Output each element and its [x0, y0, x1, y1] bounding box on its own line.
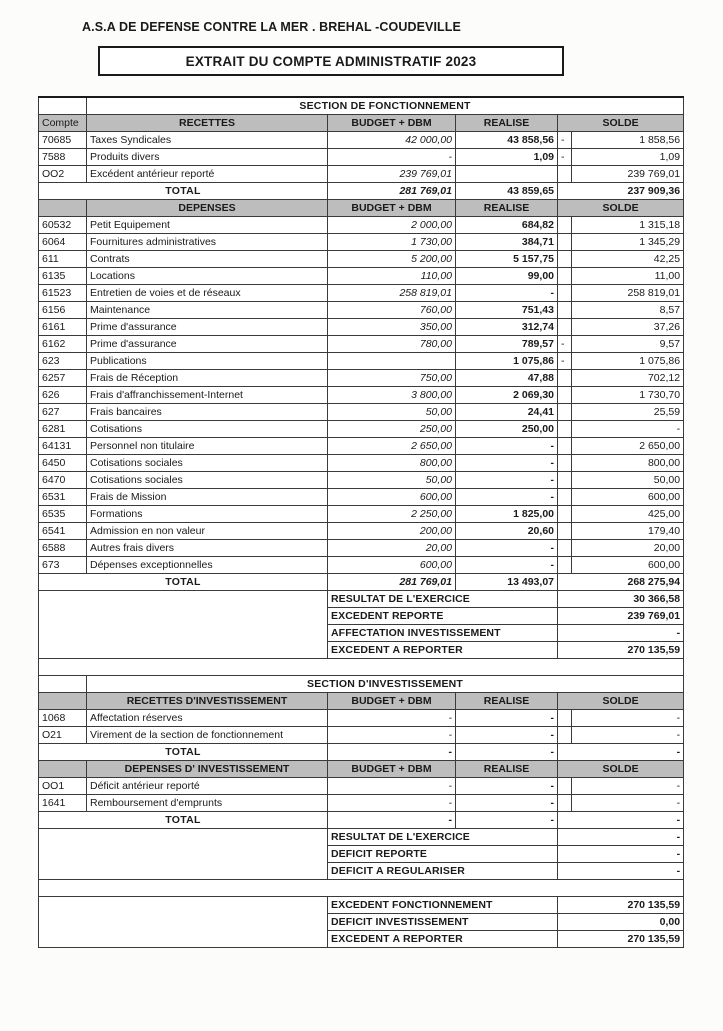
row-label: Taxes Syndicales — [87, 132, 328, 149]
row-realise: 20,60 — [456, 523, 558, 540]
row-solde: 1,09 — [572, 149, 684, 166]
column-header-realise: REALISE — [456, 115, 558, 132]
final-carry-value: 270 135,59 — [558, 931, 684, 948]
row-realise: - — [456, 540, 558, 557]
row-realise: 2 069,30 — [456, 387, 558, 404]
row-label: Déficit antérieur reporté — [87, 778, 328, 795]
row-solde: 239 769,01 — [572, 166, 684, 183]
row-solde: 1 730,70 — [572, 387, 684, 404]
column-header-compte — [39, 200, 87, 217]
table-row — [39, 506, 684, 523]
row-solde: 2 650,00 — [572, 438, 684, 455]
row-label: Publications — [87, 353, 328, 370]
row-realise: - — [456, 710, 558, 727]
row-solde-sign — [558, 302, 572, 319]
result-row — [39, 829, 684, 846]
total-solde: 268 275,94 — [558, 574, 684, 591]
table-row — [39, 523, 684, 540]
result-row-spacer — [39, 829, 328, 880]
row-budget — [328, 353, 456, 370]
row-solde-sign — [558, 472, 572, 489]
row-label: Formations — [87, 506, 328, 523]
total-budget: - — [328, 812, 456, 829]
row-account-code: 70685 — [39, 132, 87, 149]
total-label: TOTAL — [39, 812, 328, 829]
row-realise: 384,71 — [456, 234, 558, 251]
row-realise: 1 075,86 — [456, 353, 558, 370]
table-row — [39, 319, 684, 336]
row-label: Contrats — [87, 251, 328, 268]
carry-forward-value: 270 135,59 — [558, 642, 684, 659]
column-header-label: DEPENSES — [87, 200, 328, 217]
column-header-budget: BUDGET + DBM — [328, 115, 456, 132]
row-account-code: 6450 — [39, 455, 87, 472]
column-header-row — [39, 761, 684, 778]
result-row — [39, 591, 684, 608]
section-title: SECTION D'INVESTISSEMENT — [87, 676, 684, 693]
table-row — [39, 404, 684, 421]
row-budget: 760,00 — [328, 302, 456, 319]
row-budget: 1 730,00 — [328, 234, 456, 251]
result-label: RESULTAT DE L'EXERCICE — [328, 829, 558, 846]
row-account-code: 6135 — [39, 268, 87, 285]
row-realise: - — [456, 285, 558, 302]
row-solde-sign — [558, 489, 572, 506]
table-row — [39, 795, 684, 812]
row-solde: 42,25 — [572, 251, 684, 268]
row-realise: 24,41 — [456, 404, 558, 421]
result-label: EXCEDENT REPORTE — [328, 608, 558, 625]
carry-forward-value: - — [558, 863, 684, 880]
row-solde: 37,26 — [572, 319, 684, 336]
summary-value: 270 135,59 — [558, 897, 684, 914]
row-budget: 50,00 — [328, 404, 456, 421]
row-solde-sign — [558, 710, 572, 727]
row-realise: - — [456, 557, 558, 574]
row-realise: 684,82 — [456, 217, 558, 234]
result-value: 30 366,58 — [558, 591, 684, 608]
total-realise: 13 493,07 — [456, 574, 558, 591]
column-header-row — [39, 200, 684, 217]
row-label: Dépenses exceptionnelles — [87, 557, 328, 574]
result-label: DEFICIT REPORTE — [328, 846, 558, 863]
document-title: EXTRAIT DU COMPTE ADMINISTRATIF 2023 — [185, 53, 477, 69]
column-header-budget: BUDGET + DBM — [328, 761, 456, 778]
row-solde-sign: - — [558, 336, 572, 353]
carry-forward-label: EXCEDENT A REPORTER — [328, 642, 558, 659]
table-row — [39, 540, 684, 557]
summary-label: EXCEDENT FONCTIONNEMENT — [328, 897, 558, 914]
total-solde: - — [558, 812, 684, 829]
column-header-solde: SOLDE — [558, 200, 684, 217]
table-row — [39, 727, 684, 744]
table-row — [39, 387, 684, 404]
total-row — [39, 812, 684, 829]
row-budget: 258 819,01 — [328, 285, 456, 302]
row-account-code: 6541 — [39, 523, 87, 540]
column-header-label: DEPENSES D' INVESTISSEMENT — [87, 761, 328, 778]
row-solde-sign — [558, 251, 572, 268]
row-solde-sign: - — [558, 149, 572, 166]
row-solde: - — [572, 421, 684, 438]
row-realise: 751,43 — [456, 302, 558, 319]
row-account-code: 626 — [39, 387, 87, 404]
column-header-realise: REALISE — [456, 761, 558, 778]
row-account-code: OO2 — [39, 166, 87, 183]
result-value: - — [558, 846, 684, 863]
row-label: Fournitures administratives — [87, 234, 328, 251]
row-account-code: 7588 — [39, 149, 87, 166]
summary-value: 0,00 — [558, 914, 684, 931]
row-budget: 2 000,00 — [328, 217, 456, 234]
row-budget: 600,00 — [328, 489, 456, 506]
row-account-code: 623 — [39, 353, 87, 370]
total-label: TOTAL — [39, 183, 328, 200]
row-label: Remboursement d'emprunts — [87, 795, 328, 812]
row-solde: - — [572, 710, 684, 727]
row-realise: 789,57 — [456, 336, 558, 353]
row-solde: 8,57 — [572, 302, 684, 319]
table-row — [39, 302, 684, 319]
total-budget: 281 769,01 — [328, 574, 456, 591]
row-solde: - — [572, 727, 684, 744]
table-row — [39, 489, 684, 506]
row-solde: 50,00 — [572, 472, 684, 489]
row-budget: 42 000,00 — [328, 132, 456, 149]
row-budget: - — [328, 727, 456, 744]
row-solde: 258 819,01 — [572, 285, 684, 302]
result-value: 239 769,01 — [558, 608, 684, 625]
row-realise: - — [456, 438, 558, 455]
row-realise: - — [456, 489, 558, 506]
row-solde: 20,00 — [572, 540, 684, 557]
table-row — [39, 557, 684, 574]
gap-cell — [39, 659, 684, 676]
row-budget: - — [328, 795, 456, 812]
result-label: AFFECTATION INVESTISSEMENT — [328, 625, 558, 642]
row-solde: 600,00 — [572, 489, 684, 506]
total-solde: - — [558, 744, 684, 761]
row-label: Frais de Réception — [87, 370, 328, 387]
row-solde-sign — [558, 217, 572, 234]
table-row — [39, 353, 684, 370]
row-solde-sign — [558, 285, 572, 302]
organization-title: A.S.A DE DEFENSE CONTRE LA MER . BREHAL -COUDEVILLE — [82, 20, 461, 34]
financial-table-body — [39, 97, 684, 948]
table-row — [39, 149, 684, 166]
row-account-code: 64131 — [39, 438, 87, 455]
row-realise: 1 825,00 — [456, 506, 558, 523]
row-solde-sign — [558, 319, 572, 336]
row-budget: 750,00 — [328, 370, 456, 387]
row-realise: 5 157,75 — [456, 251, 558, 268]
total-realise: - — [456, 812, 558, 829]
row-solde-sign — [558, 166, 572, 183]
row-account-code: 6281 — [39, 421, 87, 438]
section-band-row — [39, 676, 684, 693]
row-label: Petit Equipement — [87, 217, 328, 234]
row-solde-sign — [558, 234, 572, 251]
table-row — [39, 251, 684, 268]
row-label: Prime d'assurance — [87, 336, 328, 353]
table-row — [39, 336, 684, 353]
row-account-code: 6156 — [39, 302, 87, 319]
section-band-spacer — [39, 97, 87, 115]
section-gap — [39, 880, 684, 897]
row-realise: - — [456, 727, 558, 744]
row-budget: 3 800,00 — [328, 387, 456, 404]
column-header-compte — [39, 761, 87, 778]
row-solde: 1 345,29 — [572, 234, 684, 251]
table-row — [39, 710, 684, 727]
row-budget: 200,00 — [328, 523, 456, 540]
column-header-solde: SOLDE — [558, 115, 684, 132]
row-budget: 110,00 — [328, 268, 456, 285]
column-header-label: RECETTES D'INVESTISSEMENT — [87, 693, 328, 710]
row-account-code: 6162 — [39, 336, 87, 353]
row-account-code: 611 — [39, 251, 87, 268]
row-label: Excédent antérieur reporté — [87, 166, 328, 183]
table-row — [39, 132, 684, 149]
row-label: Cotisations — [87, 421, 328, 438]
column-header-row — [39, 693, 684, 710]
row-solde-sign — [558, 387, 572, 404]
row-account-code: 1641 — [39, 795, 87, 812]
column-header-realise: REALISE — [456, 693, 558, 710]
total-label: TOTAL — [39, 744, 328, 761]
row-budget: 239 769,01 — [328, 166, 456, 183]
row-budget: 780,00 — [328, 336, 456, 353]
total-label: TOTAL — [39, 574, 328, 591]
row-account-code: 1068 — [39, 710, 87, 727]
table-row — [39, 455, 684, 472]
result-value: - — [558, 829, 684, 846]
row-label: Personnel non titulaire — [87, 438, 328, 455]
row-label: Produits divers — [87, 149, 328, 166]
row-solde: 800,00 — [572, 455, 684, 472]
row-solde: - — [572, 778, 684, 795]
row-budget: 2 650,00 — [328, 438, 456, 455]
row-solde: 179,40 — [572, 523, 684, 540]
total-budget: 281 769,01 — [328, 183, 456, 200]
total-row — [39, 574, 684, 591]
table-row — [39, 421, 684, 438]
row-solde-sign — [558, 795, 572, 812]
row-realise — [456, 166, 558, 183]
column-header-compte: Compte — [39, 115, 87, 132]
column-header-solde: SOLDE — [558, 693, 684, 710]
final-carry-label: EXCEDENT A REPORTER — [328, 931, 558, 948]
row-realise: 43 858,56 — [456, 132, 558, 149]
row-realise: - — [456, 472, 558, 489]
row-solde: 25,59 — [572, 404, 684, 421]
row-account-code: 6161 — [39, 319, 87, 336]
table-row — [39, 472, 684, 489]
row-solde: 9,57 — [572, 336, 684, 353]
row-label: Prime d'assurance — [87, 319, 328, 336]
row-realise: - — [456, 778, 558, 795]
result-row-spacer — [39, 591, 328, 659]
row-solde-sign — [558, 455, 572, 472]
row-solde-sign: - — [558, 132, 572, 149]
total-realise: 43 859,65 — [456, 183, 558, 200]
row-budget: 800,00 — [328, 455, 456, 472]
row-realise: 312,74 — [456, 319, 558, 336]
row-realise: 1,09 — [456, 149, 558, 166]
row-solde: 1 075,86 — [572, 353, 684, 370]
column-header-budget: BUDGET + DBM — [328, 200, 456, 217]
row-account-code: 6064 — [39, 234, 87, 251]
row-budget: 20,00 — [328, 540, 456, 557]
row-label: Entretien de voies et de réseaux — [87, 285, 328, 302]
row-budget: - — [328, 710, 456, 727]
row-solde-sign — [558, 778, 572, 795]
row-budget: 250,00 — [328, 421, 456, 438]
row-label: Frais d'affranchissement-Internet — [87, 387, 328, 404]
row-solde-sign — [558, 540, 572, 557]
row-solde-sign — [558, 421, 572, 438]
result-value: - — [558, 625, 684, 642]
row-budget: 50,00 — [328, 472, 456, 489]
row-budget: 2 250,00 — [328, 506, 456, 523]
row-realise: 250,00 — [456, 421, 558, 438]
row-account-code: 6535 — [39, 506, 87, 523]
section-band-row — [39, 97, 684, 115]
summary-label: DEFICIT INVESTISSEMENT — [328, 914, 558, 931]
column-header-budget: BUDGET + DBM — [328, 693, 456, 710]
table-row — [39, 778, 684, 795]
total-row — [39, 744, 684, 761]
carry-forward-label: DEFICIT A REGULARISER — [328, 863, 558, 880]
row-label: Frais bancaires — [87, 404, 328, 421]
account-sheet — [38, 96, 683, 948]
row-account-code: 627 — [39, 404, 87, 421]
row-realise: 47,88 — [456, 370, 558, 387]
column-header-label: RECETTES — [87, 115, 328, 132]
row-label: Locations — [87, 268, 328, 285]
total-realise: - — [456, 744, 558, 761]
section-gap — [39, 659, 684, 676]
column-header-compte — [39, 693, 87, 710]
table-row — [39, 370, 684, 387]
table-row — [39, 234, 684, 251]
row-account-code: 673 — [39, 557, 87, 574]
row-account-code: 6588 — [39, 540, 87, 557]
table-row — [39, 217, 684, 234]
row-label: Autres frais divers — [87, 540, 328, 557]
row-realise: - — [456, 795, 558, 812]
row-budget: - — [328, 149, 456, 166]
row-solde: 425,00 — [572, 506, 684, 523]
total-row — [39, 183, 684, 200]
row-solde-sign — [558, 404, 572, 421]
total-budget: - — [328, 744, 456, 761]
row-label: Cotisations sociales — [87, 455, 328, 472]
row-budget: 5 200,00 — [328, 251, 456, 268]
row-solde: 600,00 — [572, 557, 684, 574]
row-label: Maintenance — [87, 302, 328, 319]
total-solde: 237 909,36 — [558, 183, 684, 200]
row-account-code: 6257 — [39, 370, 87, 387]
row-account-code: 6531 — [39, 489, 87, 506]
table-row — [39, 268, 684, 285]
row-solde-sign — [558, 523, 572, 540]
row-solde: - — [572, 795, 684, 812]
row-label: Affectation réserves — [87, 710, 328, 727]
row-budget: 600,00 — [328, 557, 456, 574]
row-account-code: O21 — [39, 727, 87, 744]
row-account-code: 60532 — [39, 217, 87, 234]
row-account-code: OO1 — [39, 778, 87, 795]
column-header-solde: SOLDE — [558, 761, 684, 778]
row-label: Virement de la section de fonctionnement — [87, 727, 328, 744]
row-solde-sign — [558, 438, 572, 455]
section-title: SECTION DE FONCTIONNEMENT — [87, 97, 684, 115]
result-label: RESULTAT DE L'EXERCICE — [328, 591, 558, 608]
row-solde: 11,00 — [572, 268, 684, 285]
row-solde-sign — [558, 506, 572, 523]
section-band-spacer — [39, 676, 87, 693]
row-solde: 1 315,18 — [572, 217, 684, 234]
row-solde-sign — [558, 727, 572, 744]
column-header-row — [39, 115, 684, 132]
table-row — [39, 438, 684, 455]
financial-table — [38, 96, 684, 948]
row-account-code: 6470 — [39, 472, 87, 489]
row-budget: - — [328, 778, 456, 795]
row-solde-sign — [558, 370, 572, 387]
row-solde-sign — [558, 268, 572, 285]
table-row — [39, 166, 684, 183]
row-realise: 99,00 — [456, 268, 558, 285]
table-row — [39, 285, 684, 302]
row-label: Cotisations sociales — [87, 472, 328, 489]
row-solde-sign: - — [558, 353, 572, 370]
row-solde: 702,12 — [572, 370, 684, 387]
row-solde: 1 858,56 — [572, 132, 684, 149]
row-budget: 350,00 — [328, 319, 456, 336]
row-solde-sign — [558, 557, 572, 574]
gap-cell — [39, 880, 684, 897]
row-label: Admission en non valeur — [87, 523, 328, 540]
summary-spacer — [39, 897, 328, 948]
document-title-box — [98, 46, 564, 76]
row-account-code: 61523 — [39, 285, 87, 302]
column-header-realise: REALISE — [456, 200, 558, 217]
row-realise: - — [456, 455, 558, 472]
summary-row — [39, 897, 684, 914]
row-label: Frais de Mission — [87, 489, 328, 506]
